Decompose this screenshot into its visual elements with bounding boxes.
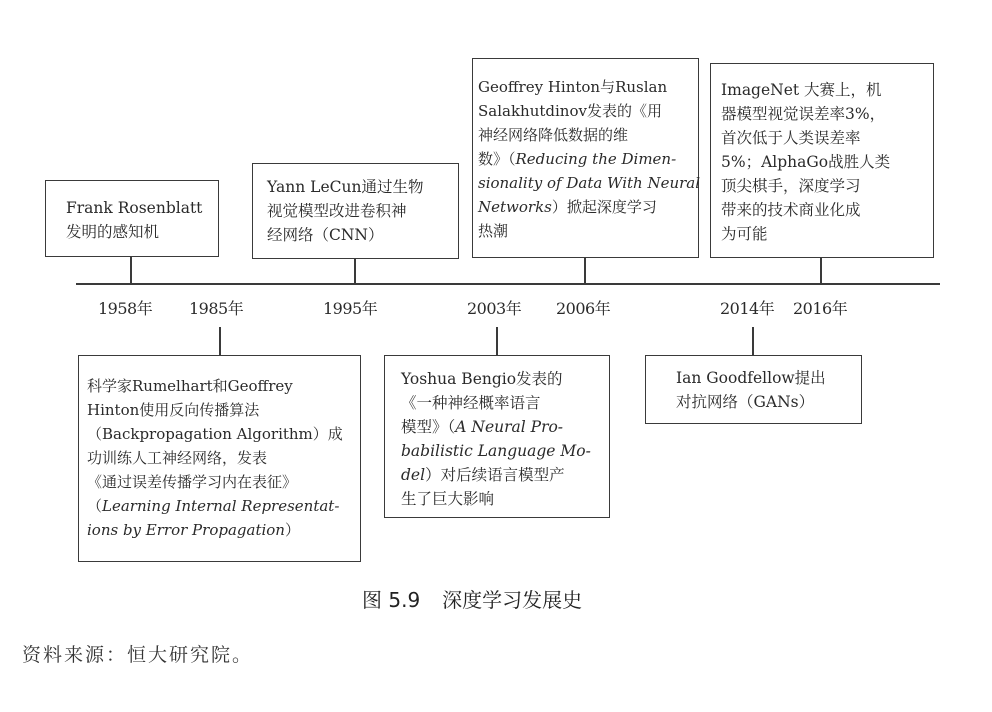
event-text-fragment: ）: [284, 521, 300, 539]
event-text-line: 功训练人工神经网络，发表: [87, 449, 268, 467]
event-text-line: Yoshua Bengio发表的: [401, 370, 563, 388]
event-text-line: Yann LeCun通过生物: [267, 178, 424, 196]
event-text-line: Hinton使用反向传播算法: [87, 401, 260, 419]
event-text-line: Frank Rosenblatt: [66, 199, 203, 217]
figure-title: 深度学习发展史: [442, 588, 583, 612]
event-text-line: 为可能: [721, 225, 768, 243]
event-text-line: ImageNet 大赛上，机: [721, 81, 882, 99]
paper-title-fragment: A Neural Pro-: [455, 418, 564, 436]
event-text-fragment: 模型》（: [401, 418, 456, 436]
event-text-line: 经网络（CNN）: [267, 226, 384, 244]
connector-1958: [130, 256, 132, 284]
event-text-line: 视觉模型改进卷积神: [267, 202, 407, 220]
event-text-line: [478, 195, 698, 219]
connector-1995: [354, 258, 356, 284]
year-label-1995: 1995年: [323, 299, 378, 318]
event-box-1958: [45, 180, 219, 257]
event-text-fragment: （: [87, 497, 103, 515]
event-text-line: 生了巨大影响: [401, 490, 495, 508]
connector-2016: [820, 257, 822, 284]
paper-title-fragment: babilistic Language Mo-: [401, 442, 591, 460]
paper-title-fragment: Reducing the Dimen-: [515, 150, 677, 168]
event-text-line: [87, 494, 360, 518]
figure-number: 图 5.9: [362, 588, 421, 612]
event-box-1985: [78, 355, 361, 562]
figure-caption: [362, 584, 582, 613]
event-text-line: 带来的技术商业化成: [721, 201, 861, 219]
event-text-line: 顶尖棋手，深度学习: [721, 177, 861, 195]
event-box-2016: [710, 63, 934, 258]
year-label-2014: 2014年: [720, 299, 775, 318]
event-text-line: 神经网络降低数据的维: [478, 126, 629, 144]
event-text-line: [401, 415, 609, 439]
connector-2014: [752, 327, 754, 355]
event-box-2003: [384, 355, 610, 518]
event-text-line: 对抗网络（GANs）: [676, 393, 815, 411]
event-text-line: （Backpropagation Algorithm）成: [87, 425, 343, 443]
event-box-2014: [645, 355, 862, 424]
paper-title-fragment: sionality of Data With Neural: [478, 174, 701, 192]
event-text-line: 科学家Rumelhart和Geoffrey: [87, 377, 293, 395]
event-text-line: [478, 147, 698, 171]
event-text-line: 热潮: [478, 222, 509, 240]
event-text-line: 发明的感知机: [66, 223, 160, 241]
event-text-fragment: ）对后续语言模型产: [425, 466, 565, 484]
paper-title-fragment: Learning Internal Representat-: [102, 497, 340, 515]
paper-title-fragment: Networks: [478, 198, 552, 216]
paper-title-fragment: ions by Error Propagation: [87, 521, 285, 539]
event-text-line: [401, 463, 609, 487]
event-box-1995: [252, 163, 459, 259]
event-text-line: 首次低于人类误差率: [721, 129, 861, 147]
event-text-line: Ian Goodfellow提出: [676, 369, 826, 387]
event-text-fragment: ）掀起深度学习: [551, 198, 657, 216]
event-text-line: [87, 518, 360, 542]
paper-title-fragment: del: [401, 466, 426, 484]
year-label-2016: 2016年: [793, 299, 848, 318]
source-note: 资料来源：恒大研究院。: [22, 644, 254, 666]
connector-2003: [496, 327, 498, 355]
event-text-line: 《通过误差传播学习内在表征》: [87, 473, 298, 491]
event-text-line: [401, 439, 609, 463]
event-box-2006: [472, 58, 699, 258]
event-text-line: 5%；AlphaGo战胜人类: [721, 153, 891, 171]
year-label-2006: 2006年: [556, 299, 611, 318]
event-text-line: 《一种神经概率语言: [401, 394, 541, 412]
connector-1985: [219, 327, 221, 355]
year-label-1985: 1985年: [189, 299, 244, 318]
event-text-line: 器模型视觉误差率3%，: [721, 105, 886, 123]
event-text-line: [478, 171, 701, 195]
event-text-line: Salakhutdinov发表的《用: [478, 102, 662, 120]
timeline-axis: [76, 283, 940, 285]
year-label-1958: 1958年: [98, 299, 153, 318]
event-text-line: Geoffrey Hinton与Ruslan: [478, 78, 668, 96]
year-label-2003: 2003年: [467, 299, 522, 318]
event-text-fragment: 数》（: [478, 150, 516, 168]
connector-2006: [584, 257, 586, 284]
